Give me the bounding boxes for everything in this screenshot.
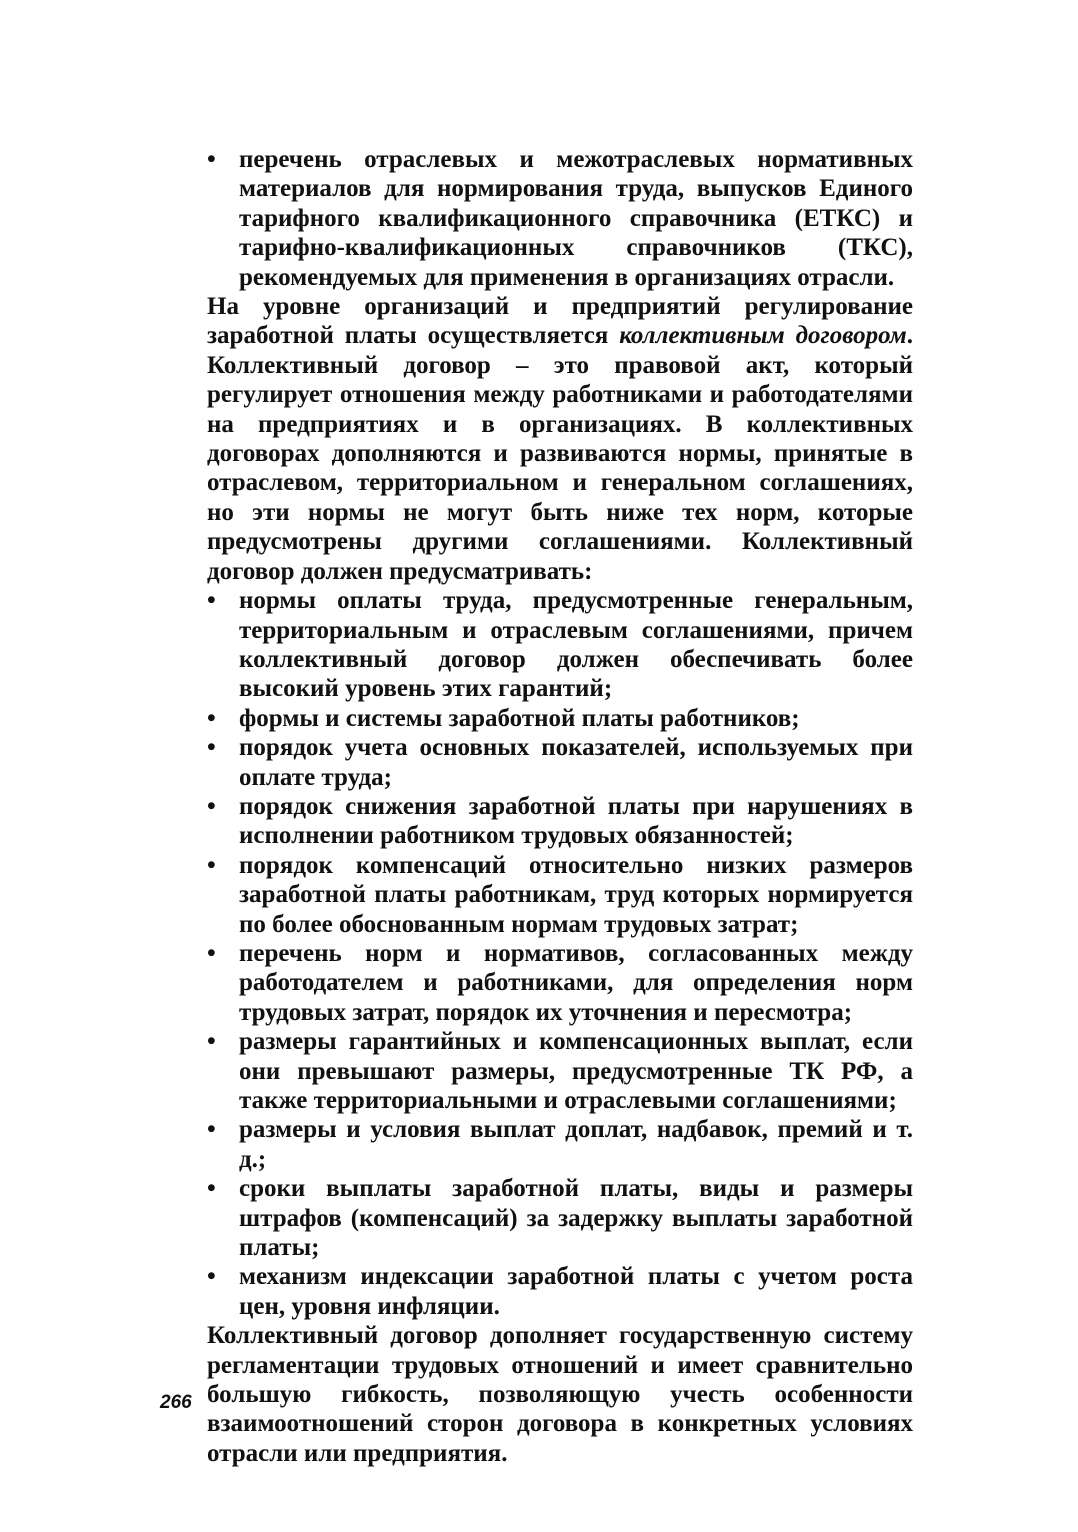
list-item: • порядок учета основных показателей, используемых при оплате труда; — [207, 733, 913, 792]
top-bullet-list — [207, 145, 913, 292]
paragraph-collective-agreement — [207, 292, 913, 586]
list-item: • порядок компенсаций относительно низких размеров заработной платы работникам, труд которых нормируется по более обоснованным нормам трудовых затрат; — [207, 851, 913, 939]
agreement-provisions-list — [207, 586, 913, 1321]
list-item: • перечень отраслевых и межотраслевых нормативных материалов для нормирования труда, выпусков Единого тарифного квалификационного справочника (ЕТКС) и тарифно-квалификационных справочников (ТКС), рекомендуемых для применения в организациях отрасли. — [207, 145, 913, 292]
list-item: • размеры и условия выплат доплат, надбавок, премий и т. д.; — [207, 1115, 913, 1174]
list-item: • механизм индексации заработной платы с учетом роста цен, уровня инфляции. — [207, 1262, 913, 1321]
paragraph-text-end: . Коллективный договор – это правовой акт, который регулирует отношения между работниками и работодателями на предприятиях и в организациях. В коллективных договорах дополняются и развиваются нормы, принятые в отраслевом, территориальном и генеральном соглашениях, но эти нормы не могут быть ниже тех норм, которые предусмотрены другими соглашениями. Коллективный договор должен предусматривать: — [207, 322, 913, 585]
page-content — [207, 145, 913, 1468]
list-item: • перечень норм и нормативов, согласованных между работодателем и работниками, для определения норм трудовых затрат, порядок их уточнения и пересмотра; — [207, 939, 913, 1027]
italic-term: коллективным договором — [619, 322, 907, 350]
list-item: • сроки выплаты заработной платы, виды и размеры штрафов (компенсаций) за задержку выплаты заработной платы; — [207, 1174, 913, 1262]
list-item: • порядок снижения заработной платы при нарушениях в исполнении работником трудовых обязанностей; — [207, 792, 913, 851]
paragraph-text-start: На уровне организаций и предприятий регулирование заработной платы осуществляется — [207, 293, 913, 350]
page-number: 266 — [160, 1392, 192, 1413]
list-item: • нормы оплаты труда, предусмотренные генеральным, территориальным и отраслевым соглашениями, причем коллективный договор должен обеспечивать более высокий уровень этих гарантий; — [207, 586, 913, 704]
list-item: • формы и системы заработной платы работников; — [207, 704, 913, 733]
paragraph-conclusion: Коллективный договор дополняет государственную систему регламентации трудовых отношений и имеет сравнительно большую гибкость, позволяющую учесть особенности взаимоотношений сторон договора в конкретных условиях отрасли или предприятия. — [207, 1322, 913, 1467]
list-item: • размеры гарантийных и компенсационных выплат, если они превышают размеры, предусмотренные ТК РФ, а также территориальными и отраслевыми соглашениями; — [207, 1027, 913, 1115]
